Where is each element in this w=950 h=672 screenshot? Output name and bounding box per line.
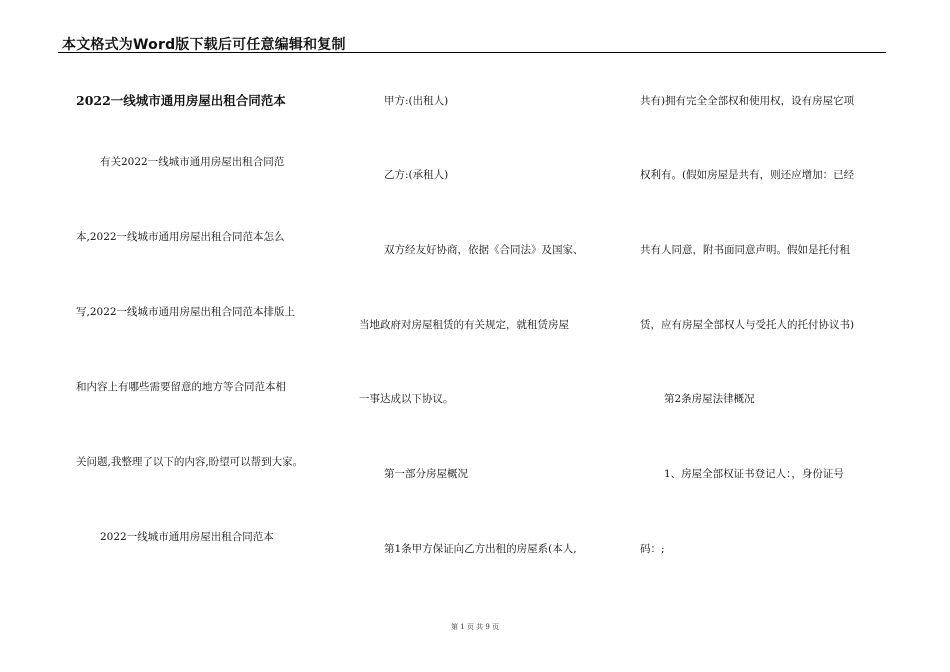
paragraph-line: 和内容上有哪些需要留意的地方等合同范本相 bbox=[76, 381, 286, 393]
paragraph-line: 乙方:(承租人) bbox=[384, 169, 449, 181]
paragraph-line: 一事达成以下协议。 bbox=[359, 393, 454, 405]
paragraph-line: 1、房屋全部权证书登记人：，身份证号 bbox=[664, 468, 844, 480]
section-heading: 第2条房屋法律概况 bbox=[664, 393, 755, 405]
paragraph-line: 本,2022一线城市通用房屋出租合同范本怎么 bbox=[76, 231, 285, 243]
header-rule bbox=[58, 52, 886, 53]
paragraph-line: 码：; bbox=[640, 543, 665, 555]
paragraph-line: 有关2022一线城市通用房屋出租合同范 bbox=[100, 156, 285, 168]
paragraph-line: 共有)拥有完全全部权和使用权，设有房屋它项 bbox=[640, 95, 855, 107]
page-header: 本文格式为Word版下载后可任意编辑和复制 bbox=[62, 37, 346, 53]
paragraph-line: 权利有。(假如房屋是共有，则还应增加：已经 bbox=[640, 169, 855, 181]
document-title: 2022一线城市通用房屋出租合同范本 bbox=[76, 93, 286, 108]
paragraph-line: 写,2022一线城市通用房屋出租合同范本排版上 bbox=[76, 306, 296, 318]
paragraph-line: 双方经友好协商，依据《合同法》及国家、 bbox=[384, 244, 584, 256]
page-footer: 第 1 页 共 9 页 bbox=[450, 623, 500, 631]
paragraph-line: 共有人同意，附书面同意声明。假如是托付租 bbox=[640, 244, 850, 256]
paragraph-line: 当地政府对房屋租赁的有关规定，就租赁房屋 bbox=[359, 319, 569, 331]
paragraph-line: 赁，应有房屋全部权人与受托人的托付协议书) bbox=[640, 319, 855, 331]
paragraph-line: 2022一线城市通用房屋出租合同范本 bbox=[100, 531, 274, 543]
section-heading: 第一部分房屋概况 bbox=[384, 468, 468, 480]
paragraph-line: 关问题,我整理了以下的内容,盼望可以帮到大家。 bbox=[76, 456, 304, 468]
paragraph-line: 甲方:(出租人) bbox=[384, 95, 449, 107]
paragraph-line: 第1条甲方保证向乙方出租的房屋系(本人, bbox=[384, 543, 577, 555]
